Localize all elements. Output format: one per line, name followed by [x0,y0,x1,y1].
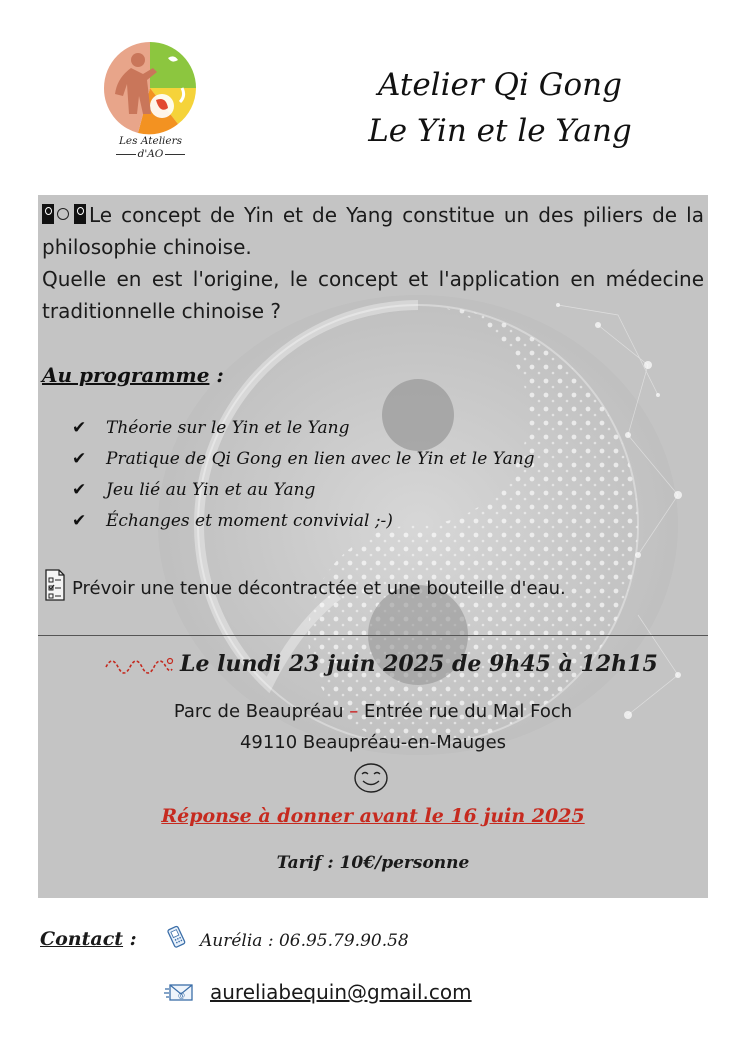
list-item-text: Pratique de Qi Gong en lien avec le Yin et le Yang [106,449,535,469]
contact-phone: Aurélia : 06.95.79.90.58 [200,931,409,951]
checklist-icon [44,568,66,602]
list-item-text: Théorie sur le Yin et le Yang [106,418,350,438]
event-city: 49110 Beaupréau-en-Mauges [239,732,507,753]
intro-paragraph-1 [42,199,704,263]
mail-icon [164,980,194,1004]
place-dash: – [349,701,359,722]
page-title [350,62,650,154]
logo-line2: d'AO [137,148,164,160]
circle-bullet-icon [57,208,69,220]
divider [38,635,708,636]
intro-text [42,199,704,327]
list-item-text: Jeu lié au Yin et au Yang [106,480,316,500]
phone-icon [164,924,190,950]
program-heading [42,363,224,387]
square-bullet-icon [74,204,86,224]
checkmark-icon: ✔ [72,449,87,469]
square-bullet-icon [42,204,54,224]
logo-text [98,135,203,161]
checkmark-icon: ✔ [72,480,87,500]
list-item [72,413,535,444]
smiley-icon [353,762,389,794]
program-heading-suffix: : [209,363,224,387]
event-date-text: Le lundi 23 juin 2025 de 9h45 à 12h15 [180,651,658,677]
logo-line1: Les Ateliers [118,135,183,147]
program-heading-text: Au programme [42,363,210,387]
checkmark-icon: ✔ [72,418,87,438]
svg-text:@: @ [178,992,185,1000]
place-part1: Parc de Beaupréau [173,701,350,722]
logo [98,40,203,170]
title-line2: Le Yin et le Yang [368,113,632,149]
list-item-text: Échanges et moment convivial ;-) [106,511,393,531]
intro-paragraph-1-text: Le concept de Yin et de Yang constitue un des piliers de la philosophie chinoise. [42,203,704,259]
event-place [38,701,708,722]
rsvp-deadline: Réponse à donner avant le 16 juin 2025 [161,805,585,827]
program-list [72,413,535,537]
note [44,568,566,602]
event-date [104,651,664,677]
list-item [72,506,535,537]
contact-email-link[interactable]: aureliabequin@gmail.com [210,980,472,1004]
squiggle-icon [104,651,174,675]
list-item [72,444,535,475]
logo-circle-icon [98,40,203,135]
title-line1: Atelier Qi Gong [378,67,622,103]
info-panel [38,195,708,898]
contact-label-suffix: : [123,928,137,950]
price: Tarif : 10€/personne [276,853,470,873]
place-part2: Entrée rue du Mal Foch [358,701,573,722]
contact-label-text: Contact [40,928,124,950]
checkmark-icon: ✔ [72,511,87,531]
note-text: Prévoir une tenue décontractée et une bouteille d'eau. [72,578,566,599]
contact-label [40,928,137,950]
intro-paragraph-2: Quelle en est l'origine, le concept et l'application en médecine traditionnelle chinoise ? [42,267,704,323]
list-item [72,475,535,506]
